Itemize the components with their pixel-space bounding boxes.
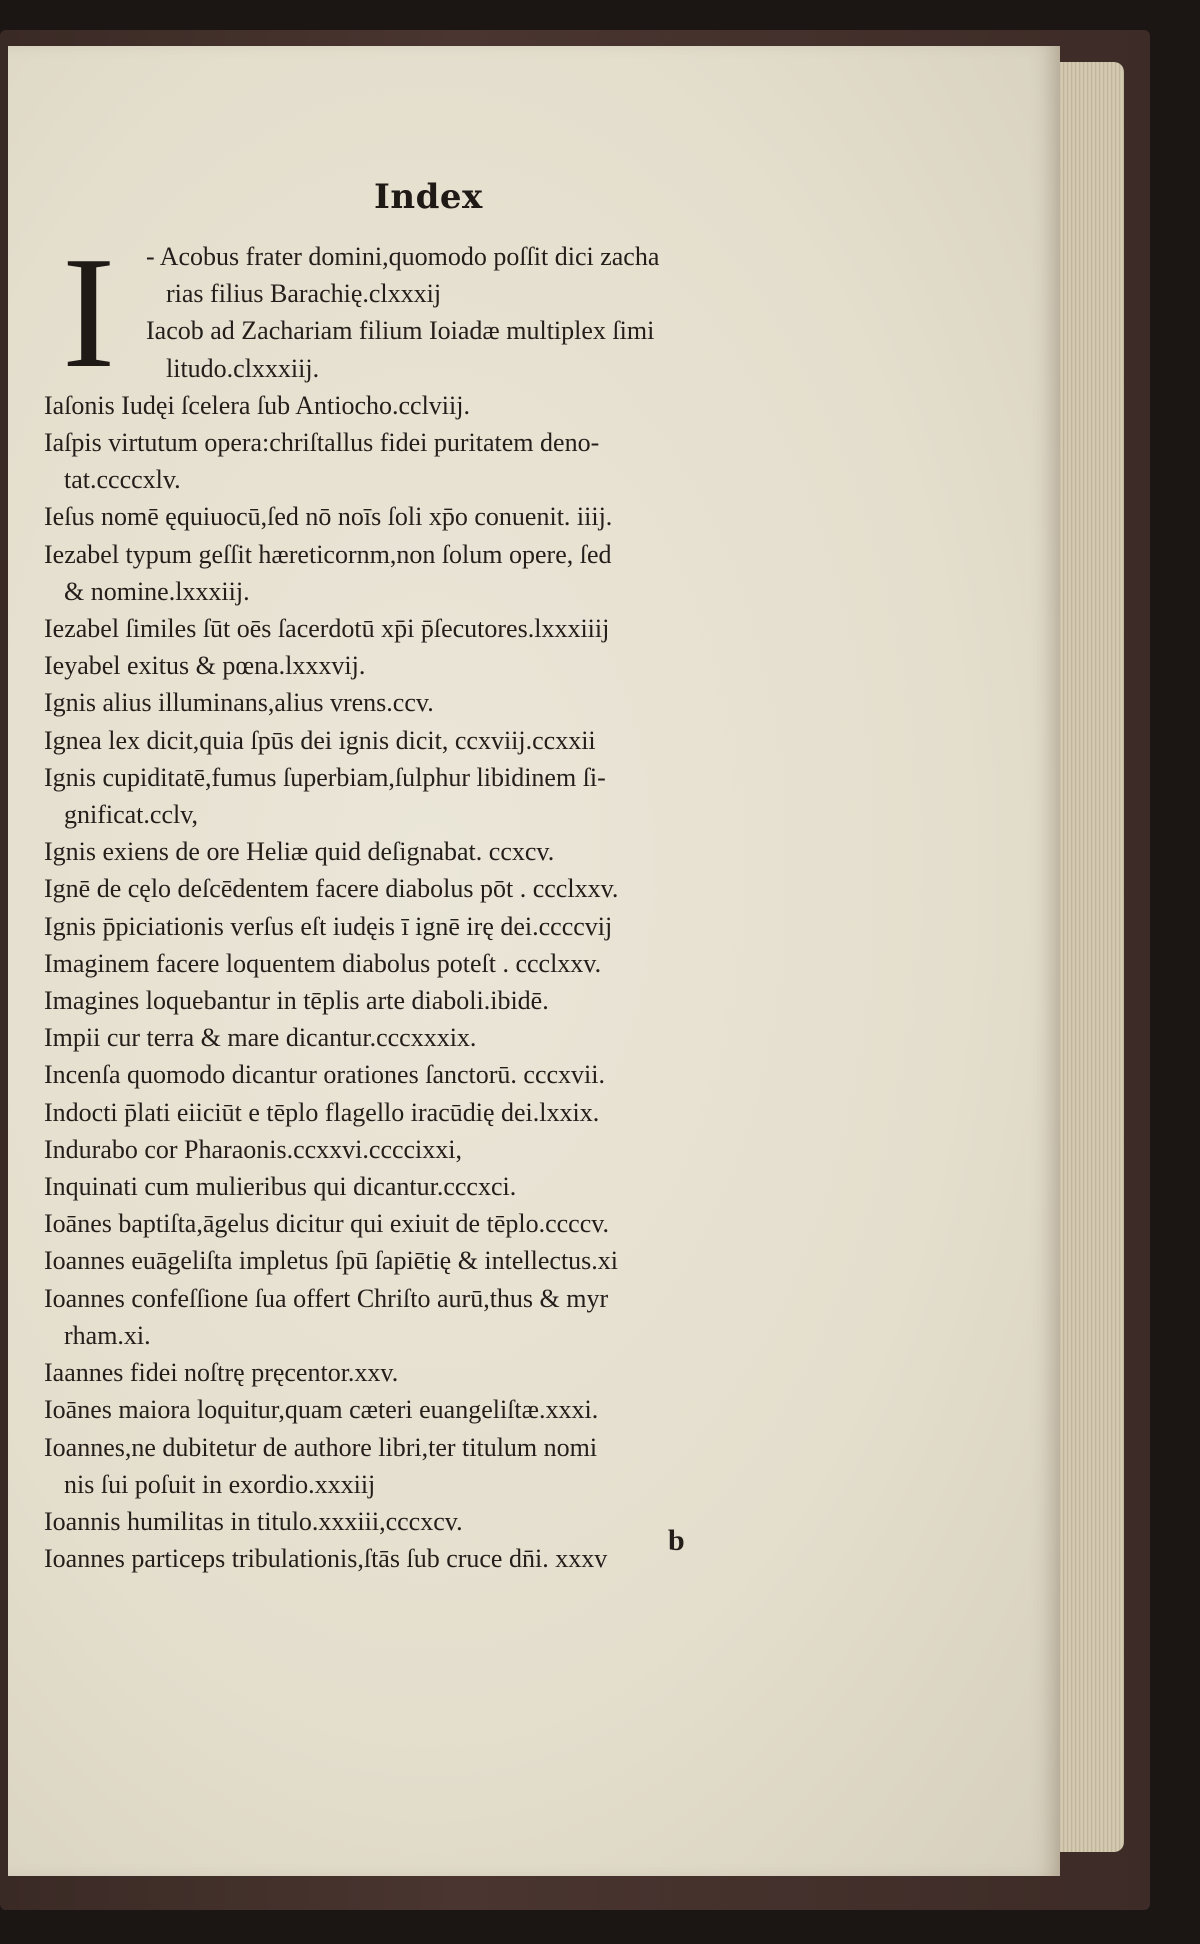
index-entry-continuation: litudo.clxxxiij.: [166, 353, 320, 383]
index-entry: Iaſonis Iudęi ſcelera ſub Antiocho.cclviij.: [44, 390, 470, 420]
index-entry: Imaginem facere loquentem diabolus poteſt . ccclxxv.: [44, 948, 602, 978]
index-entry: Ioānes baptiſta,āgelus dicitur qui exiuit de tēplo.ccccv.: [44, 1209, 610, 1239]
index-entry: Indocti p̄lati eiiciūt e tēplo flagello iracūdię dei.lxxix.: [44, 1097, 600, 1127]
index-entry: Ioannes,ne dubitetur de authore libri,ter titulum nomi: [44, 1432, 598, 1462]
index-entries: [44, 223, 824, 1577]
index-entry-continuation: nis ſui poſuit in exordio.xxxiij: [64, 1469, 376, 1499]
index-entry: Ignis p̄piciationis verſus eſt iudęis ī ignē irę dei.ccccvij: [44, 911, 613, 941]
index-entry: Iaſpis virtutum opera:chriſtallus fidei puritatem deno-: [44, 428, 600, 458]
index-entry: Iaannes fidei noſtrę pręcentor.xxv.: [44, 1358, 399, 1388]
index-entry: Imagines loquebantur in tēplis arte diaboli.ibidē.: [44, 986, 549, 1016]
index-entry-continuation: rham.xi.: [64, 1320, 151, 1350]
index-entry: Incenſa quomodo dicantur orationes ſanctorū. cccxvii.: [44, 1060, 605, 1090]
index-entry: Iezabel typum geſſit hæreticornm,non ſolum opere, ſed: [44, 539, 612, 569]
index-entry: Iezabel ſimiles ſūt oēs ſacerdotū xp̄i p̄ſecutores.lxxxiiij: [44, 614, 610, 644]
index-entry: Ignis alius illuminans,alius vrens.ccv.: [44, 688, 434, 718]
index-entry-continuation: & nomine.lxxxiij.: [64, 576, 250, 606]
signature-mark: b: [668, 1524, 685, 1557]
index-entry-continuation: tat.ccccxlv.: [64, 465, 181, 495]
index-entry: - Acobus frater domini,quomodo poſſit dici zacha: [146, 242, 660, 271]
index-entry: Ignis cupiditatē,fumus ſuperbiam,ſulphur libidinem ſi-: [44, 762, 606, 792]
page-edges: [1052, 62, 1124, 1852]
index-entry: Impii cur terra & mare dicantur.cccxxxix.: [44, 1023, 477, 1053]
index-entry: Ioannis humilitas in titulo.xxxiii,cccxcv.: [44, 1506, 463, 1536]
index-entry: Ignea lex dicit,quia ſpūs dei ignis dicit, ccxviij.ccxxii: [44, 725, 596, 755]
index-entry: Ioānes maiora loquitur,quam cæteri euangeliſtæ.xxxi.: [44, 1395, 599, 1425]
drop-capital: I: [62, 223, 116, 401]
index-entry-continuation: gnificat.cclv,: [64, 800, 199, 830]
index-entry: Iacob ad Zachariam filium Ioiadæ multiplex ſimi: [146, 316, 655, 346]
index-entry: Ieſus nomē ęquiuocū,ſed nō noīs ſoli xp̄o conuenit. iiij.: [44, 502, 613, 532]
index-entry: Ieyabel exitus & pœna.lxxxvij.: [44, 651, 366, 681]
index-entry: Inquinati cum mulieribus qui dicantur.cccxci.: [44, 1172, 517, 1202]
index-entry: Ioannes euāgeliſta impletus ſpū ſapiētię & intellectus.xi: [44, 1246, 619, 1276]
index-entry: Ignē de cęlo deſcēdentem facere diabolus pōt . ccclxxv.: [44, 874, 619, 904]
index-entry: Ignis exiens de ore Heliæ quid deſignabat. ccxcv.: [44, 837, 555, 867]
page-title: Index: [374, 177, 483, 217]
index-entry-continuation: rias filius Barachię.clxxxij: [166, 279, 442, 309]
index-entry: Ioannes confeſſione ſua offert Chriſto aurū,thus & myr: [44, 1283, 609, 1313]
index-entry: Indurabo cor Pharaonis.ccxxvi.ccccixxi,: [44, 1134, 463, 1164]
index-entry: Ioannes particeps tribulationis,ſtās ſub cruce dn̄i. xxxv: [44, 1544, 608, 1574]
